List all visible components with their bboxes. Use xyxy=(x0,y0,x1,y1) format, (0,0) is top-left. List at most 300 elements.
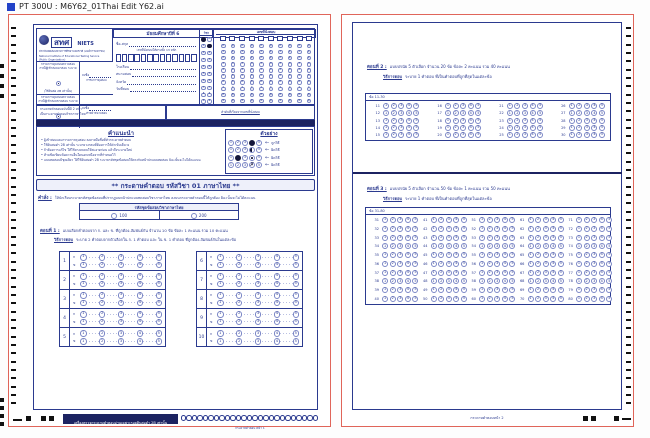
answer-bubble[interactable]: 3 xyxy=(462,110,465,115)
answer-bubble[interactable]: 3 xyxy=(399,217,402,222)
answer-bubble[interactable]: 5 xyxy=(156,300,163,307)
answer-bubble[interactable]: 2 xyxy=(99,319,106,326)
seat-grid-bubble[interactable]: 8 xyxy=(222,92,225,96)
answer-bubble[interactable]: 1 xyxy=(480,217,484,222)
answer-bubble[interactable]: 4 xyxy=(469,110,472,115)
answer-bubble[interactable]: 2 xyxy=(585,226,588,231)
answer-bubble[interactable]: 3 xyxy=(593,217,596,222)
answer-bubble[interactable]: 5 xyxy=(414,278,417,283)
answer-bubble[interactable]: 5 xyxy=(511,287,514,292)
answer-bubble[interactable]: 1 xyxy=(577,217,581,222)
answer-bubble[interactable]: 3 xyxy=(544,261,547,266)
answer-bubble[interactable]: 2 xyxy=(585,217,588,222)
answer-bubble[interactable]: 3 xyxy=(399,269,402,274)
seat-grid-bubble[interactable]: 7 xyxy=(298,86,301,90)
subject-code-bubble[interactable] xyxy=(201,37,206,42)
answer-bubble[interactable]: 2 xyxy=(578,132,581,137)
answer-bubble[interactable]: 1 xyxy=(80,330,87,337)
answer-bubble[interactable]: 1 xyxy=(432,287,435,292)
answer-bubble[interactable]: 4 xyxy=(137,311,144,318)
name-input-line[interactable] xyxy=(129,43,196,47)
answer-bubble[interactable]: 1 xyxy=(385,132,388,137)
answer-bubble[interactable]: 5 xyxy=(414,269,417,274)
answer-bubble[interactable]: 1 xyxy=(480,252,484,257)
seat-grid-bubble[interactable]: 3 xyxy=(269,61,272,65)
answer-bubble[interactable]: 4 xyxy=(552,252,555,257)
answer-bubble[interactable]: 5 xyxy=(462,278,466,283)
subject-code-bubble[interactable]: 3 xyxy=(202,57,205,61)
answer-bubble[interactable]: 3 xyxy=(447,296,450,301)
seat-grid-bubble[interactable]: 1 xyxy=(250,49,253,53)
answer-bubble[interactable]: 1 xyxy=(480,234,484,239)
answer-bubble[interactable]: 4 xyxy=(406,243,409,248)
seat-grid-bubble[interactable]: 4 xyxy=(298,68,301,72)
answer-bubble[interactable]: 4 xyxy=(137,319,144,326)
seat-grid-bubble[interactable]: 9 xyxy=(222,98,225,102)
answer-bubble[interactable]: 2 xyxy=(391,234,394,239)
exam-code-bubble[interactable] xyxy=(111,213,117,219)
seat-grid-bubble[interactable]: 6 xyxy=(298,80,301,84)
seat-grid-bubble[interactable]: 1 xyxy=(298,49,301,53)
answer-bubble[interactable]: 4 xyxy=(274,338,281,345)
seat-grid-bubble[interactable]: 1 xyxy=(241,49,244,53)
seat-grid-bubble[interactable]: 9 xyxy=(298,98,301,102)
seat-grid-bubble[interactable]: 8 xyxy=(279,92,282,96)
answer-bubble[interactable]: 3 xyxy=(400,117,403,122)
answer-bubble[interactable]: 3 xyxy=(399,296,402,301)
answer-bubble[interactable]: 3 xyxy=(544,234,547,239)
answer-bubble[interactable]: 3 xyxy=(585,125,588,130)
seat-grid-bubble[interactable]: 8 xyxy=(298,92,301,96)
answer-bubble[interactable]: 5 xyxy=(462,261,466,266)
subject-code-bubble[interactable]: 9 xyxy=(208,99,211,103)
answer-bubble[interactable]: 2 xyxy=(392,132,395,137)
seat-grid-bubble[interactable]: 2 xyxy=(241,55,244,59)
answer-bubble[interactable]: 1 xyxy=(577,243,581,248)
answer-bubble[interactable]: 5 xyxy=(293,273,300,280)
answer-bubble[interactable]: 3 xyxy=(447,261,450,266)
seat-digit-box[interactable] xyxy=(258,36,264,41)
answer-bubble[interactable]: 5 xyxy=(608,252,611,257)
answer-bubble[interactable]: 1 xyxy=(529,269,532,274)
answer-bubble[interactable]: 5 xyxy=(559,269,562,274)
answer-bubble[interactable]: 4 xyxy=(552,269,555,274)
answer-bubble[interactable]: 1 xyxy=(480,296,484,301)
answer-bubble[interactable]: 2 xyxy=(99,273,106,280)
subject-code-bubble[interactable]: 5 xyxy=(202,71,205,75)
subject-code-bubble[interactable]: 8 xyxy=(202,92,205,96)
answer-bubble[interactable]: 5 xyxy=(293,319,300,326)
answer-bubble[interactable]: 2 xyxy=(585,278,588,283)
answer-bubble[interactable]: 5 xyxy=(511,217,514,222)
answer-bubble[interactable]: 1 xyxy=(480,261,484,266)
answer-bubble[interactable]: 5 xyxy=(539,125,542,130)
answer-bubble[interactable]: 2 xyxy=(537,261,540,266)
answer-bubble[interactable]: 2 xyxy=(578,117,581,122)
answer-bubble[interactable]: 4 xyxy=(593,117,596,122)
seat-grid-bubble[interactable]: 5 xyxy=(241,74,244,78)
seat-digit-box[interactable] xyxy=(229,36,235,41)
answer-bubble[interactable]: 4 xyxy=(137,281,144,288)
answer-bubble[interactable]: 5 xyxy=(462,226,466,231)
answer-bubble[interactable]: 1 xyxy=(577,269,581,274)
answer-bubble[interactable]: 3 xyxy=(523,125,527,130)
seat-grid-bubble[interactable]: 5 xyxy=(288,74,291,78)
seat-number-box[interactable] xyxy=(166,54,172,62)
answer-bubble[interactable]: 3 xyxy=(462,117,465,122)
seat-grid-bubble[interactable]: 3 xyxy=(279,61,282,65)
answer-bubble[interactable]: 3 xyxy=(399,252,402,257)
answer-bubble[interactable]: 4 xyxy=(600,217,603,222)
answer-bubble[interactable]: 3 xyxy=(255,311,262,318)
answer-bubble[interactable]: 3 xyxy=(544,287,547,292)
answer-bubble[interactable]: 1 xyxy=(446,110,450,115)
answer-bubble[interactable]: 3 xyxy=(462,103,465,108)
answer-bubble[interactable]: 2 xyxy=(99,262,106,269)
answer-bubble[interactable]: 1 xyxy=(529,296,532,301)
answer-bubble[interactable]: 4 xyxy=(455,234,458,239)
answer-bubble[interactable]: 4 xyxy=(274,254,281,261)
answer-bubble[interactable]: 1 xyxy=(432,243,435,248)
answer-bubble[interactable]: 4 xyxy=(406,234,409,239)
answer-bubble[interactable]: 2 xyxy=(391,226,394,231)
answer-bubble[interactable]: 4 xyxy=(600,243,603,248)
answer-bubble[interactable]: 4 xyxy=(406,217,409,222)
seat-grid-bubble[interactable]: 7 xyxy=(231,86,234,90)
answer-bubble[interactable]: 2 xyxy=(488,287,491,292)
seat-grid-bubble[interactable]: 9 xyxy=(307,98,310,102)
answer-bubble[interactable]: 3 xyxy=(447,287,450,292)
answer-bubble[interactable]: 1 xyxy=(384,296,387,301)
answer-bubble[interactable]: 3 xyxy=(544,278,547,283)
answer-bubble[interactable]: 1 xyxy=(384,252,387,257)
answer-bubble[interactable]: 3 xyxy=(255,338,262,345)
answer-bubble[interactable]: 1 xyxy=(80,292,87,299)
answer-bubble[interactable]: 4 xyxy=(274,281,281,288)
answer-bubble[interactable]: 3 xyxy=(523,103,527,108)
answer-bubble[interactable]: 2 xyxy=(440,296,443,301)
answer-bubble[interactable]: 5 xyxy=(511,234,514,239)
answer-bubble[interactable]: 3 xyxy=(255,281,262,288)
answer-bubble[interactable]: 4 xyxy=(531,110,534,115)
answer-bubble[interactable]: 5 xyxy=(559,234,562,239)
answer-bubble[interactable]: 2 xyxy=(537,226,540,231)
answer-bubble[interactable]: 2 xyxy=(585,252,588,257)
answer-bubble[interactable]: 3 xyxy=(496,278,499,283)
answer-bubble[interactable]: 1 xyxy=(384,287,387,292)
seat-number-box[interactable] xyxy=(122,54,128,62)
seat-grid-bubble[interactable]: 0 xyxy=(250,43,253,47)
seat-grid-bubble[interactable]: 8 xyxy=(269,92,272,96)
seat-grid-bubble[interactable]: 7 xyxy=(307,86,310,90)
answer-bubble[interactable]: 1 xyxy=(217,311,224,318)
answer-bubble[interactable]: 3 xyxy=(118,281,125,288)
answer-bubble[interactable]: 4 xyxy=(593,125,596,130)
answer-bubble[interactable]: 1 xyxy=(384,234,387,239)
answer-bubble[interactable]: 5 xyxy=(462,252,466,257)
answer-bubble[interactable]: 5 xyxy=(462,217,466,222)
answer-bubble[interactable]: 2 xyxy=(454,125,457,130)
answer-bubble[interactable]: 3 xyxy=(118,319,125,326)
answer-bubble[interactable]: 1 xyxy=(217,292,224,299)
answer-bubble[interactable]: 4 xyxy=(552,278,555,283)
answer-bubble[interactable]: 5 xyxy=(293,281,300,288)
answer-bubble[interactable]: 5 xyxy=(156,254,163,261)
seat-grid-bubble[interactable]: 9 xyxy=(260,98,263,102)
answer-bubble[interactable]: 3 xyxy=(255,262,262,269)
answer-bubble[interactable]: 3 xyxy=(523,132,527,137)
answer-bubble[interactable]: 3 xyxy=(585,132,588,137)
answer-bubble[interactable]: 1 xyxy=(570,117,573,122)
answer-bubble[interactable]: 3 xyxy=(593,287,596,292)
answer-bubble[interactable]: 4 xyxy=(503,296,506,301)
answer-bubble[interactable]: 3 xyxy=(496,234,499,239)
seat-grid-bubble[interactable]: 0 xyxy=(298,43,301,47)
answer-bubble[interactable]: 5 xyxy=(462,296,466,301)
answer-bubble[interactable]: 5 xyxy=(608,287,611,292)
answer-bubble[interactable]: 3 xyxy=(447,269,450,274)
answer-bubble[interactable]: 1 xyxy=(480,278,484,283)
answer-bubble[interactable]: 2 xyxy=(585,261,588,266)
answer-bubble[interactable]: 1 xyxy=(80,311,87,318)
seat-grid-bubble[interactable]: 1 xyxy=(231,49,234,53)
answer-bubble[interactable]: 1 xyxy=(217,338,224,345)
answer-bubble[interactable]: 3 xyxy=(255,254,262,261)
answer-bubble[interactable]: 1 xyxy=(384,261,387,266)
answer-bubble[interactable]: 2 xyxy=(454,117,457,122)
answer-bubble[interactable]: 1 xyxy=(508,117,511,122)
answer-bubble[interactable]: 1 xyxy=(217,262,224,269)
seat-number-box[interactable] xyxy=(153,54,159,62)
seat-grid-bubble[interactable]: 5 xyxy=(231,74,234,78)
answer-bubble[interactable]: 2 xyxy=(537,234,540,239)
answer-bubble[interactable]: 4 xyxy=(455,269,458,274)
answer-bubble[interactable]: 5 xyxy=(559,261,562,266)
answer-bubble[interactable]: 5 xyxy=(462,243,466,248)
answer-bubble[interactable]: 1 xyxy=(577,226,581,231)
answer-bubble[interactable]: 5 xyxy=(559,296,562,301)
seat-number-box[interactable] xyxy=(134,54,140,62)
answer-bubble[interactable]: 1 xyxy=(577,234,581,239)
seat-grid-bubble[interactable]: 2 xyxy=(288,55,291,59)
seat-grid-bubble[interactable]: 2 xyxy=(231,55,234,59)
answer-bubble[interactable]: 5 xyxy=(559,226,562,231)
answer-bubble[interactable]: 2 xyxy=(516,103,519,108)
answer-bubble[interactable]: 4 xyxy=(455,287,458,292)
answer-bubble[interactable]: 1 xyxy=(446,125,450,130)
answer-bubble[interactable]: 5 xyxy=(511,252,514,257)
answer-bubble[interactable]: 2 xyxy=(391,296,394,301)
seat-grid-bubble[interactable]: 4 xyxy=(288,68,291,72)
answer-bubble[interactable]: 1 xyxy=(385,117,388,122)
answer-bubble[interactable]: 4 xyxy=(593,110,596,115)
seat-grid-bubble[interactable]: 7 xyxy=(222,86,225,90)
exam-code-bubble[interactable] xyxy=(191,213,197,219)
answer-bubble[interactable]: 1 xyxy=(508,132,511,137)
answer-bubble[interactable]: 4 xyxy=(406,252,409,257)
seat-grid-bubble[interactable]: 0 xyxy=(241,43,244,47)
answer-bubble[interactable]: 4 xyxy=(600,261,603,266)
answer-bubble[interactable]: 2 xyxy=(454,132,457,137)
answer-bubble[interactable]: 5 xyxy=(559,243,562,248)
answer-bubble[interactable]: 5 xyxy=(414,243,417,248)
answer-bubble[interactable]: 5 xyxy=(608,261,611,266)
seat-grid-bubble[interactable]: 7 xyxy=(288,86,291,90)
answer-bubble[interactable]: 5 xyxy=(414,287,417,292)
seat-number-box[interactable] xyxy=(116,54,122,62)
answer-bubble[interactable]: 2 xyxy=(236,311,243,318)
answer-bubble[interactable]: 2 xyxy=(585,234,588,239)
answer-bubble[interactable]: 4 xyxy=(531,117,534,122)
answer-bubble[interactable]: 2 xyxy=(392,103,395,108)
answer-bubble[interactable]: 1 xyxy=(570,132,573,137)
answer-bubble[interactable]: 5 xyxy=(156,262,163,269)
answer-bubble[interactable]: 4 xyxy=(531,132,534,137)
seat-grid-bubble[interactable]: 9 xyxy=(250,98,253,102)
answer-bubble[interactable]: 5 xyxy=(608,217,611,222)
answer-bubble[interactable]: 2 xyxy=(99,300,106,307)
answer-bubble[interactable]: 1 xyxy=(577,261,581,266)
answer-bubble[interactable]: 2 xyxy=(392,117,395,122)
answer-bubble[interactable]: 4 xyxy=(406,269,409,274)
answer-bubble[interactable]: 1 xyxy=(508,103,511,108)
answer-bubble[interactable]: 1 xyxy=(446,117,450,122)
answer-bubble[interactable]: 4 xyxy=(552,261,555,266)
answer-bubble[interactable]: 2 xyxy=(454,110,457,115)
answer-bubble[interactable]: 2 xyxy=(488,261,491,266)
answer-bubble[interactable]: 3 xyxy=(593,269,596,274)
answer-bubble[interactable]: 4 xyxy=(455,296,458,301)
answer-bubble[interactable]: 3 xyxy=(496,226,499,231)
seat-grid-bubble[interactable]: 4 xyxy=(260,68,263,72)
answer-bubble[interactable]: 2 xyxy=(440,278,443,283)
answer-bubble[interactable]: 1 xyxy=(217,300,224,307)
answer-bubble[interactable]: 1 xyxy=(80,319,87,326)
seat-grid-bubble[interactable]: 2 xyxy=(279,55,282,59)
answer-bubble[interactable]: 4 xyxy=(600,278,603,283)
seat-grid-bubble[interactable]: 0 xyxy=(222,43,225,47)
answer-bubble[interactable]: 2 xyxy=(236,300,243,307)
answer-bubble[interactable]: 3 xyxy=(585,110,588,115)
seat-grid-bubble[interactable]: 7 xyxy=(241,86,244,90)
answer-bubble[interactable]: 1 xyxy=(577,278,581,283)
answer-bubble[interactable]: 2 xyxy=(236,338,243,345)
answer-bubble[interactable]: 3 xyxy=(400,110,403,115)
answer-bubble[interactable]: 3 xyxy=(118,311,125,318)
answer-bubble[interactable]: 2 xyxy=(391,287,394,292)
answer-bubble[interactable]: 4 xyxy=(503,243,506,248)
answer-bubble[interactable]: 3 xyxy=(544,296,547,301)
answer-bubble[interactable]: 3 xyxy=(255,273,262,280)
seat-grid-bubble[interactable]: 8 xyxy=(231,92,234,96)
answer-bubble[interactable]: 1 xyxy=(80,338,87,345)
answer-bubble[interactable]: 2 xyxy=(391,252,394,257)
answer-bubble[interactable]: 3 xyxy=(544,243,547,248)
answer-bubble[interactable]: 1 xyxy=(80,281,87,288)
seat-grid-bubble[interactable]: 2 xyxy=(260,55,263,59)
subject-code-bubble[interactable]: 2 xyxy=(208,50,211,54)
answer-bubble[interactable]: 1 xyxy=(529,278,532,283)
answer-bubble[interactable]: 3 xyxy=(399,234,402,239)
answer-bubble[interactable]: 4 xyxy=(552,234,555,239)
answer-bubble[interactable]: 3 xyxy=(118,330,125,337)
answer-bubble[interactable]: 2 xyxy=(488,278,491,283)
subject-code-bubble[interactable]: 7 xyxy=(202,85,205,89)
answer-bubble[interactable]: 3 xyxy=(255,319,262,326)
answer-bubble[interactable]: 1 xyxy=(529,234,532,239)
answer-bubble[interactable]: 3 xyxy=(496,296,499,301)
answer-bubble[interactable]: 2 xyxy=(99,292,106,299)
answer-bubble[interactable]: 4 xyxy=(503,261,506,266)
answer-bubble[interactable]: 3 xyxy=(496,261,499,266)
answer-bubble[interactable]: 5 xyxy=(156,338,163,345)
answer-bubble[interactable]: 4 xyxy=(274,300,281,307)
answer-bubble[interactable]: 2 xyxy=(440,234,443,239)
answer-bubble[interactable]: 4 xyxy=(552,296,555,301)
seat-grid-bubble[interactable]: 6 xyxy=(241,80,244,84)
answer-bubble[interactable]: 2 xyxy=(537,269,540,274)
answer-bubble[interactable]: 1 xyxy=(570,110,573,115)
answer-bubble[interactable]: 5 xyxy=(156,273,163,280)
seat-grid-bubble[interactable]: 9 xyxy=(241,98,244,102)
answer-bubble[interactable]: 2 xyxy=(537,217,540,222)
answer-bubble[interactable]: 5 xyxy=(293,300,300,307)
seat-grid-bubble[interactable]: 4 xyxy=(307,68,310,72)
answer-bubble[interactable]: 2 xyxy=(391,269,394,274)
answer-bubble[interactable]: 2 xyxy=(454,103,457,108)
answer-bubble[interactable]: 1 xyxy=(217,281,224,288)
seat-number-box[interactable] xyxy=(172,54,178,62)
subject-code-bubble[interactable]: 6 xyxy=(202,78,205,82)
answer-bubble[interactable]: 2 xyxy=(585,243,588,248)
answer-bubble[interactable]: 2 xyxy=(392,110,395,115)
answer-bubble[interactable]: 4 xyxy=(407,125,410,130)
answer-bubble[interactable]: 4 xyxy=(406,287,409,292)
answer-bubble[interactable]: 4 xyxy=(274,273,281,280)
answer-bubble[interactable]: 1 xyxy=(384,278,387,283)
answer-bubble[interactable]: 3 xyxy=(523,110,527,115)
answer-bubble[interactable]: 4 xyxy=(455,261,458,266)
seat-grid-bubble[interactable]: 8 xyxy=(307,92,310,96)
answer-bubble[interactable]: 4 xyxy=(600,296,603,301)
answer-bubble[interactable]: 3 xyxy=(544,226,547,231)
answer-bubble[interactable]: 4 xyxy=(137,330,144,337)
answer-bubble[interactable]: 3 xyxy=(585,103,588,108)
answer-bubble[interactable]: 2 xyxy=(236,281,243,288)
answer-bubble[interactable]: 3 xyxy=(544,269,547,274)
answer-bubble[interactable]: 2 xyxy=(537,243,540,248)
answer-bubble[interactable]: 2 xyxy=(392,125,395,130)
answer-bubble[interactable]: 5 xyxy=(608,243,611,248)
answer-bubble[interactable]: 1 xyxy=(384,269,387,274)
answer-bubble[interactable]: 3 xyxy=(593,261,596,266)
subject-code-bubble[interactable]: 7 xyxy=(208,85,211,89)
answer-bubble[interactable]: 2 xyxy=(99,311,106,318)
answer-bubble[interactable]: 3 xyxy=(399,243,402,248)
seat-digit-box[interactable] xyxy=(297,36,303,41)
answer-bubble[interactable]: 3 xyxy=(399,226,402,231)
answer-bubble[interactable]: 5 xyxy=(539,103,542,108)
answer-bubble[interactable]: 1 xyxy=(480,243,484,248)
answer-bubble[interactable]: 4 xyxy=(137,262,144,269)
answer-bubble[interactable]: 1 xyxy=(80,262,87,269)
answer-bubble[interactable]: 4 xyxy=(600,287,603,292)
seat-grid-bubble[interactable]: 0 xyxy=(288,43,291,47)
answer-bubble[interactable]: 1 xyxy=(384,226,387,231)
answer-bubble[interactable]: 3 xyxy=(462,132,465,137)
answer-bubble[interactable]: 1 xyxy=(577,296,581,301)
seat-number-box[interactable] xyxy=(191,54,197,62)
